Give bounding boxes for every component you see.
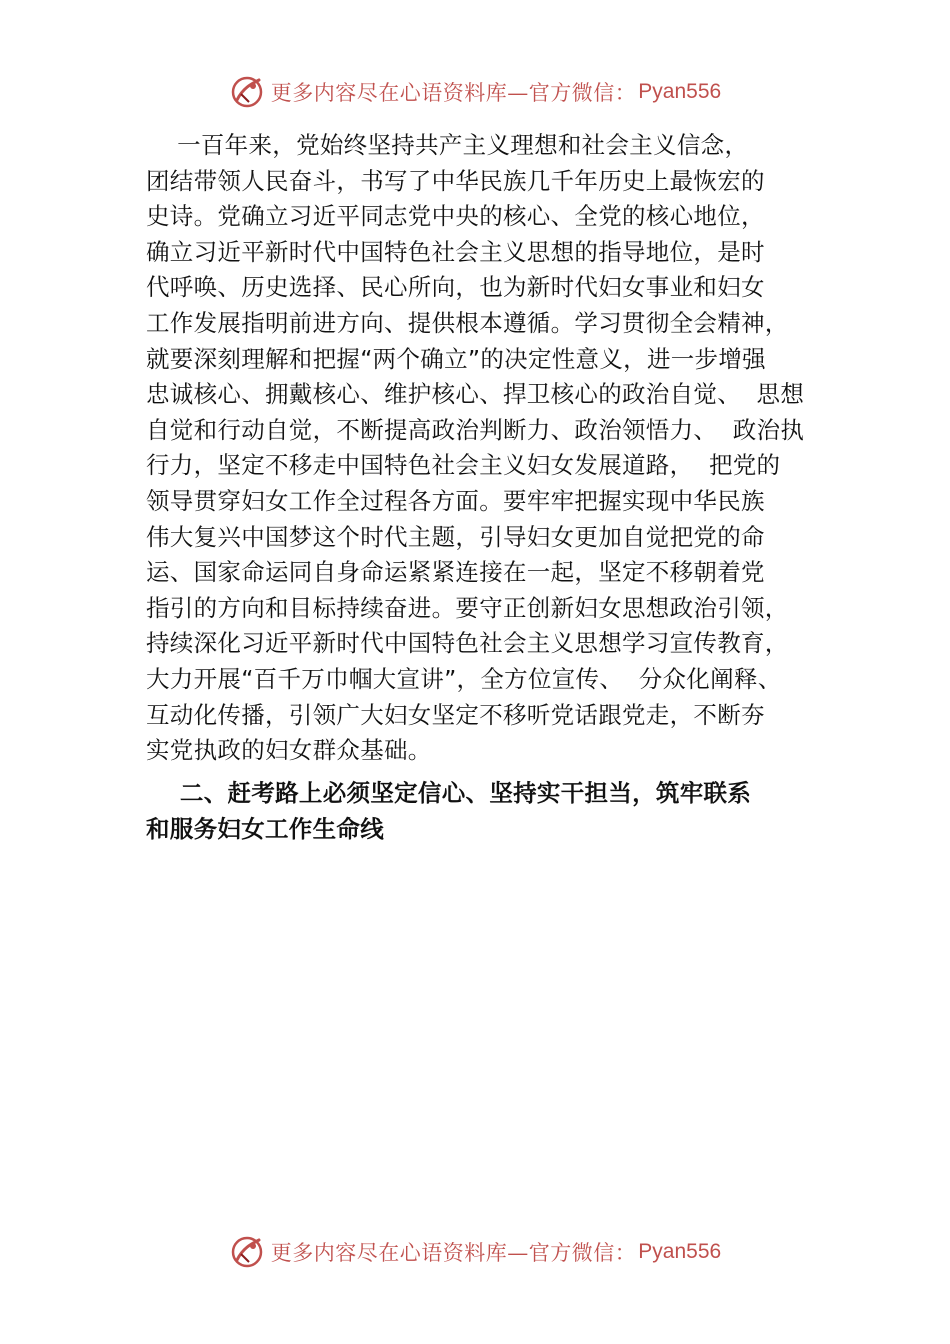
body-line: 团结带领人民奋斗，书写了中华民族几千年历史上最恢宏的 [146, 166, 765, 195]
body-line: 工作发展指明前进方向、提供根本遵循。学习贯彻全会精神， [146, 308, 789, 337]
heading-line: 和服务妇女工作生命线 [146, 814, 384, 843]
body-line: 行力，坚定不移走中国特色社会主义妇女发展道路， 把党的 [146, 451, 781, 480]
body-line: 大力开展“百千万巾帼大宣讲”，全方位宣传、 分众化阐释、 [146, 664, 782, 693]
body-line: 自觉和行动自觉，不断提高政治判断力、政治领悟力、 政治执 [146, 415, 805, 444]
section-heading [146, 776, 826, 847]
body-line: 一百年来，党始终坚持共产主义理想和社会主义信念， [146, 131, 749, 159]
header-banner-wechat-id: Pyan556 [638, 80, 722, 103]
header-banner-text: 更多内容尽在心语资料库—官方微信： [270, 81, 637, 105]
body-line: 互动化传播，引领广大妇女坚定不移听党话跟党走，不断夯 [146, 700, 765, 729]
body-line: 就要深刻理解和把握“两个确立”的决定性意义，进一步增强 [146, 344, 766, 373]
body-line: 史诗。党确立习近平同志党中央的核心、全党的核心地位， [146, 202, 765, 231]
body-paragraph [146, 128, 826, 769]
body-line: 忠诚核心、拥戴核心、维护核心、捍卫核心的政治自觉、 思想 [146, 380, 805, 409]
heading-line: 二、赶考路上必须坚定信心、坚持实干担当，筑牢联系 [146, 779, 752, 807]
body-line: 代呼唤、历史选择、民心所向，也为新时代妇女事业和妇女 [146, 273, 765, 302]
body-line: 持续深化习近平新时代中国特色社会主义思想学习宣传教育， [146, 629, 789, 658]
body-line: 伟大复兴中国梦这个时代主题，引导妇女更加自觉把党的命 [146, 522, 765, 551]
logo-icon [229, 1234, 265, 1270]
footer-banner-wechat-id: Pyan556 [638, 1240, 722, 1263]
logo-icon [229, 74, 265, 110]
footer-banner [0, 1232, 950, 1272]
body-line: 指引的方向和目标持续奋进。要守正创新妇女思想政治引领， [146, 593, 789, 622]
footer-banner-text: 更多内容尽在心语资料库—官方微信： [270, 1241, 637, 1265]
body-line: 运、国家命运同自身命运紧紧连接在一起，坚定不移朝着党 [146, 558, 765, 587]
body-line: 领导贯穿妇女工作全过程各方面。要牢牢把握实现中华民族 [146, 486, 765, 515]
body-line: 实党执政的妇女群众基础。 [146, 736, 432, 765]
body-line: 确立习近平新时代中国特色社会主义思想的指导地位，是时 [146, 237, 765, 266]
header-banner [0, 72, 950, 112]
